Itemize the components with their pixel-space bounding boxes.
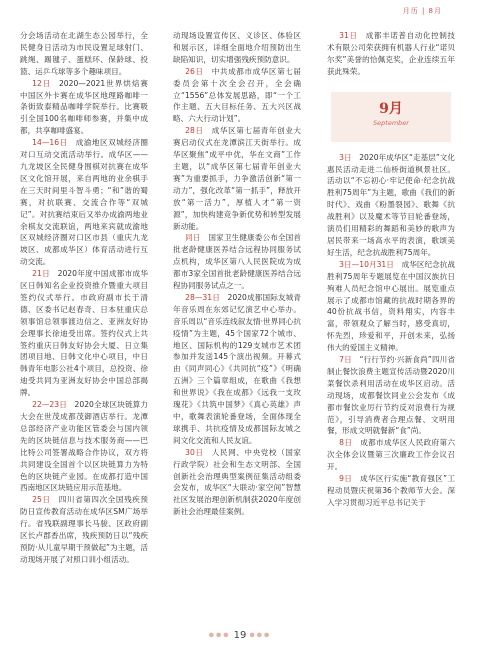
entry-date: 31日 (339, 31, 358, 40)
entry-text: 人民网、中央党校（国家行政学院）社会和生态文明部、全国创新社会治理典型案例征集活动组委会发布，成华区“大联动·家空间”智慧社区发展治理创新机制获2020年度创新社会治理最佳案例。 (173, 447, 301, 517)
page-footer (0, 630, 480, 641)
entry-paragraph (20, 78, 148, 138)
entry-date: 12日 (32, 78, 52, 88)
entry-date: 28日 (185, 126, 204, 136)
entry-paragraph (173, 30, 301, 66)
entry-paragraph (327, 259, 455, 354)
entry-paragraph (327, 152, 455, 259)
month-title: 9月 (379, 100, 403, 117)
entry-paragraph (327, 354, 455, 437)
entry-text: 四川省第四次全国残疾预防日宣传教育活动在成华区SM广场举行。省残联副理事长马骏、区政府副区长卢郡香出席，残疾预防日以“残疾预防·从儿童早期干预做起”为主题，活动现场开展了对照口训小组活动。 (20, 495, 148, 564)
running-header: 月历 | 8月 (402, 7, 442, 15)
entry-text: 成华区纪念抗战胜利75周年专题展览在中国汉族抗日殉难人员纪念馆中心展出。展览重点展示了成都市馆藏的抗战时期各界的40份抗战书信，资料翔实，内容丰富，带领观众了解当时，感受真切，怀先烈，珍爱和平，开创未来，弘扬伟大的爱国主义精神。 (327, 259, 455, 353)
entry-text: 成渝地区双城经济圈对口互动交流活动举行。成华区——九龙坡区全民健身围棋对抗赛在成华区文化馆开展，来自两地的业余棋手在三天时间里斗智斗勇；“和”谐的蜀赛，对抗联赛、交流合作等“双城记”。对抗赛结束后又举办成渝两地业余棋友交流联谊，两地来宾就成渝地区双城经济圈对口区市县（重庆九龙坡区、成都成华区）体育活动进行互动交流。 (20, 138, 149, 267)
page-number: 19 (233, 630, 247, 641)
entry-date: 9日 (339, 474, 353, 484)
entry-text: 2020—2021世界烘焙赛中国区外卡赛在成华区地理路咖啡一条街致泰精品咖啡学院举行。比赛吸引全国100名咖啡师参赛，并集中成都，共享咖啡盛宴。 (20, 78, 148, 136)
footer-dots-right: ●●● (249, 631, 272, 639)
entry-text: 国家卫生健康委公布全国首批老龄健康医养结合远程协同服务试点机构，成华区第八人民医院成为成都市3家全国首批老龄健康医养结合远程协同服务试点之一。 (173, 233, 302, 291)
entry-date: 26日 (185, 66, 204, 76)
column-1 (20, 30, 148, 566)
entry-paragraph (20, 30, 148, 78)
column-3-bottom (327, 152, 455, 509)
entry-date: 28—31日 (185, 292, 220, 302)
entry-paragraph (327, 437, 455, 473)
entry-date: 14—16日 (32, 138, 68, 148)
entry-text: 2020年度中国成都市成华区日韩知名企业投资推介暨重大项目签约仪式举行。市政府副市长于清德、区委书记赵春奇、日本驻重庆总领事馆总领事渡边信之、亚洲友好协会理事长徐迪受出席。签约仪式上共签约重庆日韩友好协会大厦、日立集团项目地、日韩文化中心项目，中日韩青年电影公社4个项目，总投资、徐迪受共同为亚洲友好协会中国总部揭牌。 (20, 269, 148, 398)
entry-date: 22—23日 (32, 400, 67, 410)
entry-paragraph (173, 66, 301, 126)
entry-date: 同日 (185, 233, 201, 243)
entry-paragraph (173, 232, 301, 292)
entry-paragraph (173, 447, 301, 518)
column-3 (327, 30, 455, 509)
entry-date: 30日 (185, 447, 204, 457)
entry-paragraph (327, 473, 455, 509)
entry-date: 25日 (32, 495, 51, 505)
entry-date: 21日 (32, 269, 51, 279)
entry-text: 中共成都市成华区第七届委员会第十次全会召开，全会确立“1556”总体发展思路，即“一个工作主题、五大目标任务、五大兴区战略、六大行动计划”。 (173, 66, 301, 124)
entry-paragraph (20, 268, 148, 399)
column-3-top (327, 30, 455, 78)
entry-date: 8日 (339, 438, 353, 448)
column-2 (173, 30, 301, 518)
entry-text: 动现场设置宣传区、义诊区、体验区和展示区，详细全面地介绍预防出生缺陷知识，切实增强残疾预防意识。 (173, 31, 301, 64)
entry-paragraph (173, 292, 301, 447)
entry-paragraph (20, 494, 148, 565)
entry-text: 2020年成华区“走基层”文化惠民活动走进二仙桥街道枫景社区。活动以“不忘初心·牢记使命·纪念抗战胜利75周年”为主题，歌曲《我们的新时代》、戏曲《粉墨裂园》、歌舞《抗战胜利》以及魔术等节目轮番登场，演员们用精彩的舞蹈和美妙的歌声为居民带来一场高水平的表演，歌颂美好生活，纪念抗战胜利75周年。 (327, 152, 455, 257)
entry-text: 分会场活动在北湖生态公园举行，全民健身日活动为市民设置足球射门、跳绳、踢毽子、蛋糕环、保龄球、投篮、运乒乓球等多个趣味项目。 (20, 31, 148, 76)
month-banner (331, 92, 451, 142)
footer-dots-left: ●●● (208, 631, 231, 639)
entry-text: 2020成都国际友城青年音乐周在东郊记忆演艺中心举办。音乐周以“音乐连线叙友情·世界同心抗疫情”为主题，45个国家72个城市、地区、国际机构的129支城市艺术团参加并发送145个演出视频。开幕式由《同声同心》《共同抗“疫”》《明确五洲》三个篇章组成，在歌曲《我想和世界说》《我在成都》《远我一支玫瑰花》《共筑中国梦》《真心英雄》声中，歌舞表演轮番登场，全面体现全球携手、共抗疫情及成都国际友城之间文化交流和人民友谊。 (173, 292, 301, 445)
entry-text: 成都丰诺普自动化控制技术有限公司荣获拥有机器人行业“诺贝尔奖”美誉的恰佩克奖，企业连续五年获此殊荣。 (327, 31, 455, 76)
entry-paragraph (20, 399, 148, 494)
entry-date: 7日 (339, 355, 352, 365)
entry-date: 3日—10月31日 (339, 259, 394, 269)
month-subtitle: September (373, 118, 409, 127)
entry-text: 成华区行实施“教育强区”工程动员暨庆祝第36个教师节大会。深入学习贯彻习近平总书记关于 (327, 474, 455, 507)
entry-text: 成都市成华区人民政府第六次全体会议暨第三次廉政工作会议召开。 (327, 438, 456, 472)
entry-paragraph (327, 30, 455, 78)
entry-text: 2020全球区块链算力大会在世茂成都茂御酒店举行。龙潭总部经济产业功能区管委会与国内领先的区块链信息与技术服务商——巴比特公司签署战略合作协议，双方将共同建设全国首个以区块链算力为特色的区块链产业园。在成都打造中国西南地区区块链应用示范基地。 (20, 400, 148, 493)
entry-paragraph (173, 125, 301, 232)
entry-text: “行行节约·兴新食尚”四川省制止餐饮浪费主题宣传活动暨2020川菜餐饮杀利用活动在成华区启动。活动现场，成都餐饮同业公会发布《成都市餐饮业厉行节约反对浪费行为规范》，引导消费者合理点餐、文明用餐，形成文明就餐新“食”尚。 (327, 355, 455, 436)
entry-date: 3日 (339, 152, 352, 162)
entry-paragraph (20, 137, 148, 268)
entry-text: 成华区第七届青年创业大赛启动仪式在龙潭滨江天街举行。成华区聚焦“成平中优，华在文商”工作主题，以“成华区第七届青年创业大赛”为重要抓手，力争激活创新“第一动力”，强化改革“第一抓手”，释放开放“第一活力”，厚植人才“第一资源”，加快构建竞争新优势和转型发展新动能。 (173, 126, 301, 231)
